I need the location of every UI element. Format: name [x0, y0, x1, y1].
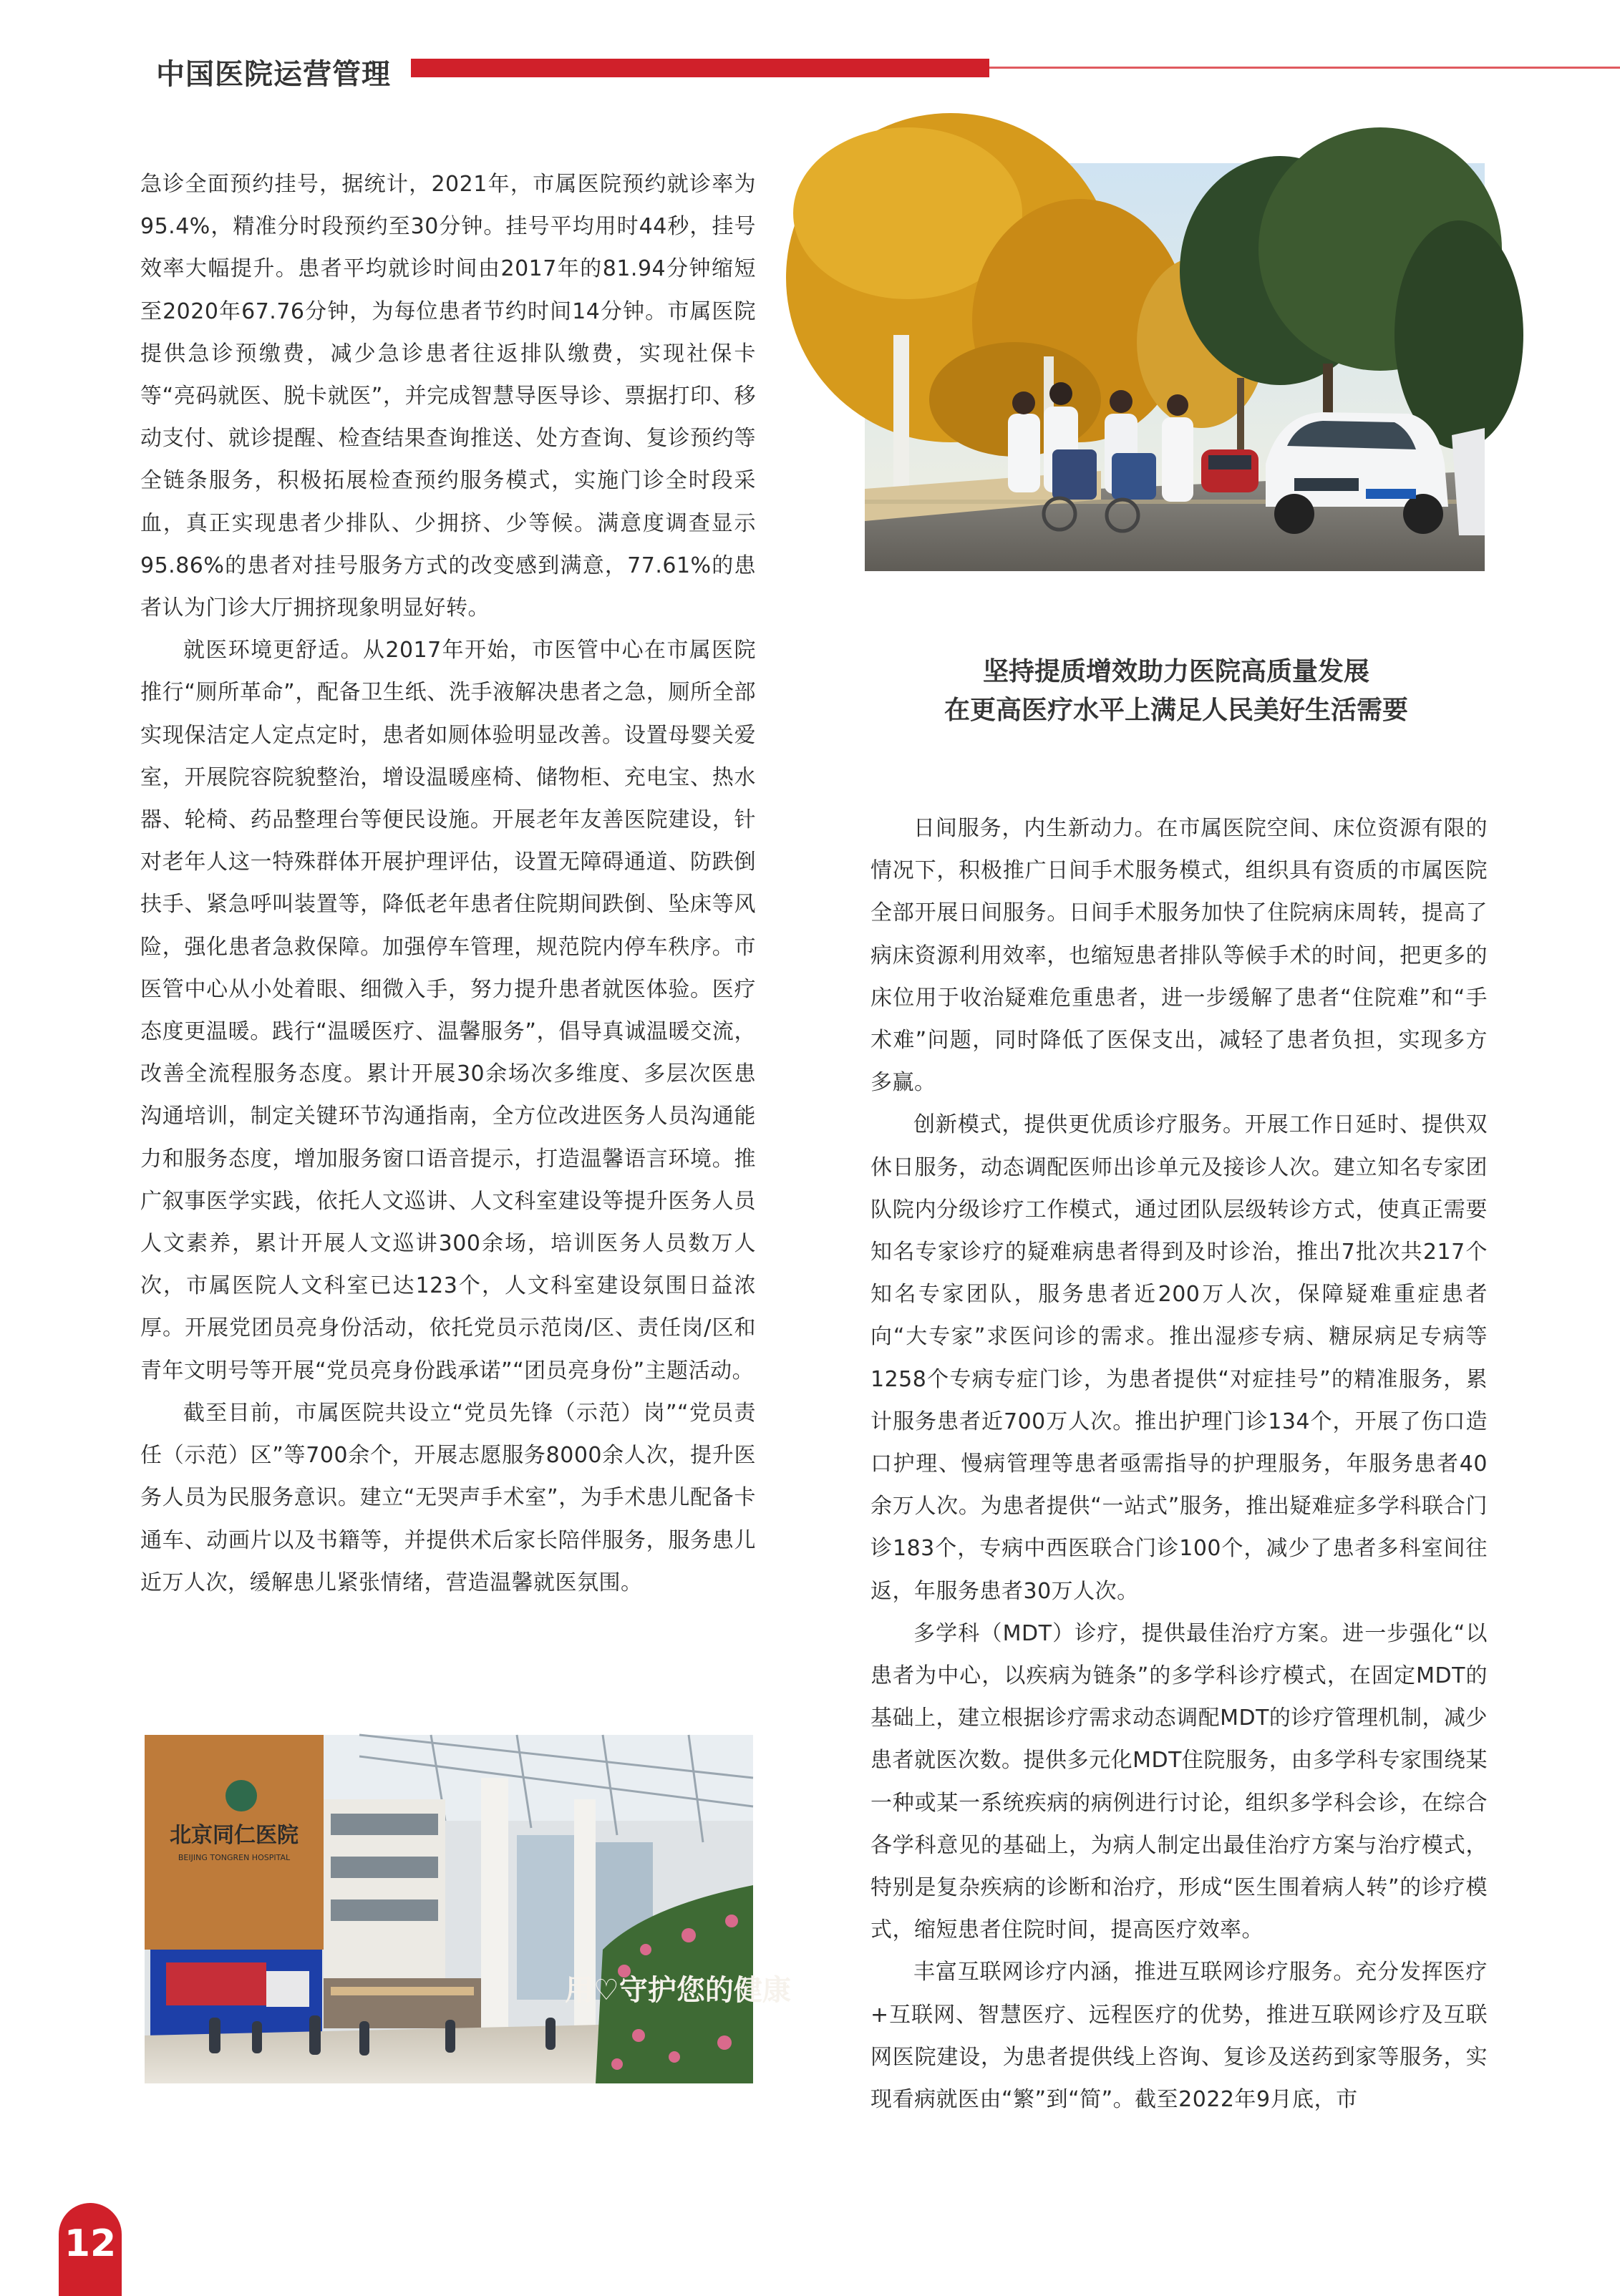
section-heading-line1: 坚持提质增效助力医院高质量发展	[982, 657, 1369, 686]
journal-title: 中国医院运营管理	[156, 58, 391, 91]
hospital-sign-cn: 北京同仁医院	[170, 1823, 299, 1848]
paragraph: 日间服务，内生新动力。在市属医院空间、床位资源有限的情况下，积极推广日间手术服务模式，组织具有资质的市属医院全部开展日间服务。日间手术服务加快了住院病床周转，提高了病床资源利用效率，也缩短患者排队等候手术的时间，把更多的床位用于收治疑难危重患者，进一步缓解了患者“住院难”和“手术难”问题，同时降低了医保支出，减轻了患者负担，实现多方多赢。	[870, 816, 1488, 1096]
paragraph: 截至目前，市属医院共设立“党员先锋（示范）岗”“党员责任（示范）区”等700余个，开展志愿服务8000余人次，提升医务人员为民服务意识。建立“无哭声手术室”，为手术患儿配备卡通车、动画片以及书籍等，并提供术后家长陪伴服务，服务患儿近万人次，缓解患儿紧张情绪，营造温馨就医氛围。	[140, 1400, 756, 1595]
paragraph: 丰富互联网诊疗内涵，推进互联网诊疗服务。充分发挥医疗+互联网、智慧医疗、远程医疗的优势，推进互联网诊疗及互联网医院建设，为患者提供线上咨询、复诊及送药到家等服务，实现看病就医由“繁”到“简”。截至2022年9月底，市	[870, 1960, 1488, 2113]
header-red-bar	[411, 59, 989, 77]
paragraph: 多学科（MDT）诊疗，提供最佳治疗方案。进一步强化“以患者为中心，以疾病为链条”的多学科诊疗模式，在固定MDT的基础上，建立根据诊疗需求动态调配MDT的诊疗管理机制，减少患者就医次数。提供多元化MDT住院服务，由多学科专家围绕某一种或某一系统疾病的病例进行讨论，组织多学科会诊，在综合各学科意见的基础上，为病人制定出最佳治疗方案与治疗模式，特别是复杂疾病的诊断和治疗，形成“医生围着病人转”的诊疗模式，缩短患者住院时间，提高医疗效率。	[870, 1620, 1488, 1943]
paragraph: 创新模式，提供更优质诊疗服务。开展工作日延时、提供双休日服务，动态调配医师出诊单元及接诊人次。建立知名专家团队院内分级诊疗工作模式，通过团队层级转诊方式，使真正需要知名专家诊疗的疑难病患者得到及时诊治，推出7批次共217个知名专家团队，服务患者近200万人次，保障疑难重症患者向“大专家”求医问诊的需求。推出湿疹专病、糖尿病足专病等1258个专病专症门诊，为患者提供“对症挂号”的精准服务，累计服务患者近700万人次。推出护理门诊134个，开展了伤口造口护理、慢病管理等患者亟需指导的护理服务，年服务患者40余万人次。为患者提供“一站式”服务，推出疑难症多学科联合门诊183个，专病中西医联合门诊100个，减少了患者多科室间往返，年服务患者30万人次。	[870, 1112, 1488, 1604]
right-column	[870, 807, 1488, 2121]
paragraph: 急诊全面预约挂号，据统计，2021年，市属医院预约就诊率为95.4%，精准分时段预约至30分钟。挂号平均用时44秒，挂号效率大幅提升。患者平均就诊时间由2017年的81.94分钟缩短至2020年67.76分钟，为每位患者节约时间14分钟。市属医院提供急诊预缴费，减少急诊患者往返排队缴费，实现社保卡等“亮码就医、脱卡就医”，并完成智慧导医导诊、票据打印、移动支付、就诊提醒、检查结果查询推送、处方查询、复诊预约等全链条服务，积极拓展检查预约服务模式，实施门诊全时段采血，真正实现患者少排队、少拥挤、少等候。满意度调查显示95.86%的患者对挂号服务方式的改变感到满意，77.61%的患者认为门诊大厅拥挤现象明显好转。	[140, 172, 756, 621]
hospital-sign-en: BEIJING TONGREN HOSPITAL	[178, 1853, 291, 1862]
left-column	[140, 163, 756, 1604]
photo-hospital-atrium	[145, 1735, 791, 2083]
photo-staff-walking-patients	[865, 163, 1485, 571]
paragraph: 就医环境更舒适。从2017年开始，市医管中心在市属医院推行“厕所革命”，配备卫生纸、洗手液解决患者之急，厕所全部实现保洁定人定点定时，患者如厕体验明显改善。设置母婴关爱室，开展院容院貌整治，增设温暖座椅、储物柜、充电宝、热水器、轮椅、药品整理台等便民设施。开展老年友善医院建设，针对老年人这一特殊群体开展护理评估，设置无障碍通道、防跌倒扶手、紧急呼叫装置等，降低老年患者住院期间跌倒、坠床等风险，强化患者急救保障。加强停车管理，规范院内停车秩序。市医管中心从小处着眼、细微入手，努力提升患者就医体验。医疗态度更温暖。践行“温暖医疗、温馨服务”，倡导真诚温暖交流，改善全流程服务态度。累计开展30余场次多维度、多层次医患沟通培训，制定关键环节沟通指南，全方位改进医务人员沟通能力和服务态度，增加服务窗口语音提示，打造温馨语言环境。推广叙事医学实践，依托人文巡讲、人文科室建设等提升医务人员人文素养，累计开展人文巡讲300余场，培训医务人员数万人次，市属医院人文科室已达123个，人文科室建设氛围日益浓厚。开展党团员亮身份活动，依托党员示范岗/区、责任岗/区和青年文明号等开展“党员亮身份践承诺”“团员亮身份”主题活动。	[140, 638, 756, 1383]
section-heading-line2: 在更高医疗水平上满足人民美好生活需要	[944, 696, 1408, 725]
page-number: 12	[64, 2222, 117, 2265]
header-thin-line	[989, 67, 1620, 69]
section-heading	[865, 653, 1488, 730]
wall-slogan: 用♡守护您的健康	[565, 1974, 791, 2007]
